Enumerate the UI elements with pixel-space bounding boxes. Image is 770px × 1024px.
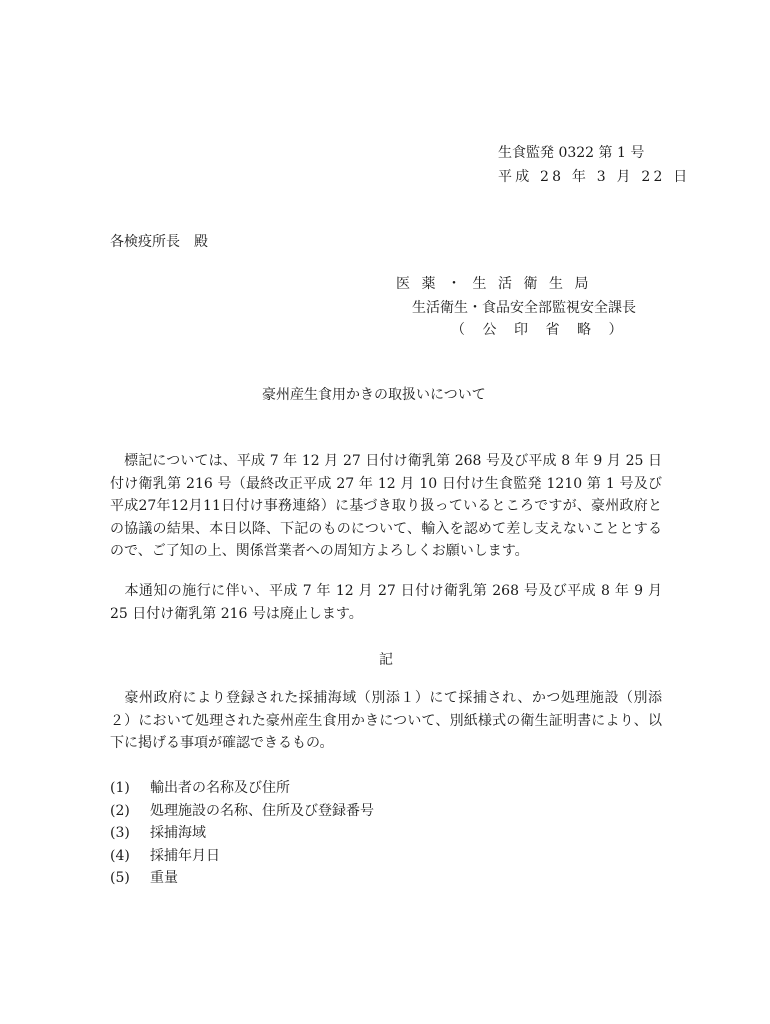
- list-item-number: (3): [110, 825, 130, 842]
- document-title: 豪州産生食用かきの取扱いについて: [262, 387, 486, 403]
- list-item: [110, 800, 374, 823]
- addressee: 各検疫所長 殿: [110, 234, 208, 250]
- sender-seal-note: （公印省略）: [451, 322, 640, 338]
- list-item: [110, 845, 374, 868]
- list-item-number: (2): [110, 802, 130, 819]
- list-item: [110, 867, 374, 890]
- list-item: [110, 822, 374, 845]
- list-item: [110, 777, 374, 800]
- list-item-number: (4): [110, 847, 130, 864]
- reference-number: 生食監発 0322 第 1 号: [498, 145, 645, 161]
- body-paragraph-2: 本通知の施行に伴い、平成 7 年 12 月 27 日付け衛乳第 268 号及び平成 8 年 9 月 25 日付け衛乳第 216 号は廃止します。: [110, 583, 662, 622]
- record-heading: 記: [379, 652, 393, 668]
- record-paragraph: 豪州政府により登録された採捕海域（別添１）にて採捕され、かつ処理施設（別添２）において処理された豪州産生食用かきについて、別紙様式の衛生証明書により、以下に掲げる事項が確認できるもの。: [110, 690, 662, 752]
- body-paragraph-1: 標記については、平成 7 年 12 月 27 日付け衛乳第 268 号及び平成 8 年 9 月 25 日付け衛乳第 216 号（最終改正平成 27 年 12 月 10 日付け生食監発 1210 第 1 号及び平成27年12月11日付け事務連絡）に基づき取り扱っているところですが、豪州政府との協議の結果、本日以降、下記のものについて、輸入を認めて差し支えないこととするので、ご了知の上、関係営業者への周知方よろしくお願いします。: [110, 453, 662, 560]
- issue-date: 平成 28 年 3 月 22 日: [498, 169, 691, 185]
- list-item-text: 重量: [150, 870, 178, 887]
- requirement-list: [110, 777, 374, 890]
- sender-bureau: 医薬・生活衛生局: [396, 276, 600, 292]
- list-item-text: 処理施設の名称、住所及び登録番号: [150, 802, 374, 819]
- list-item-text: 輸出者の名称及び住所: [150, 780, 290, 796]
- sender-division: 生活衛生・食品安全部監視安全課長: [412, 300, 636, 316]
- list-item-text: 採捕海域: [150, 825, 206, 842]
- list-item-number: (1): [110, 780, 130, 796]
- list-item-number: (5): [110, 870, 130, 887]
- list-item-text: 採捕年月日: [150, 847, 220, 864]
